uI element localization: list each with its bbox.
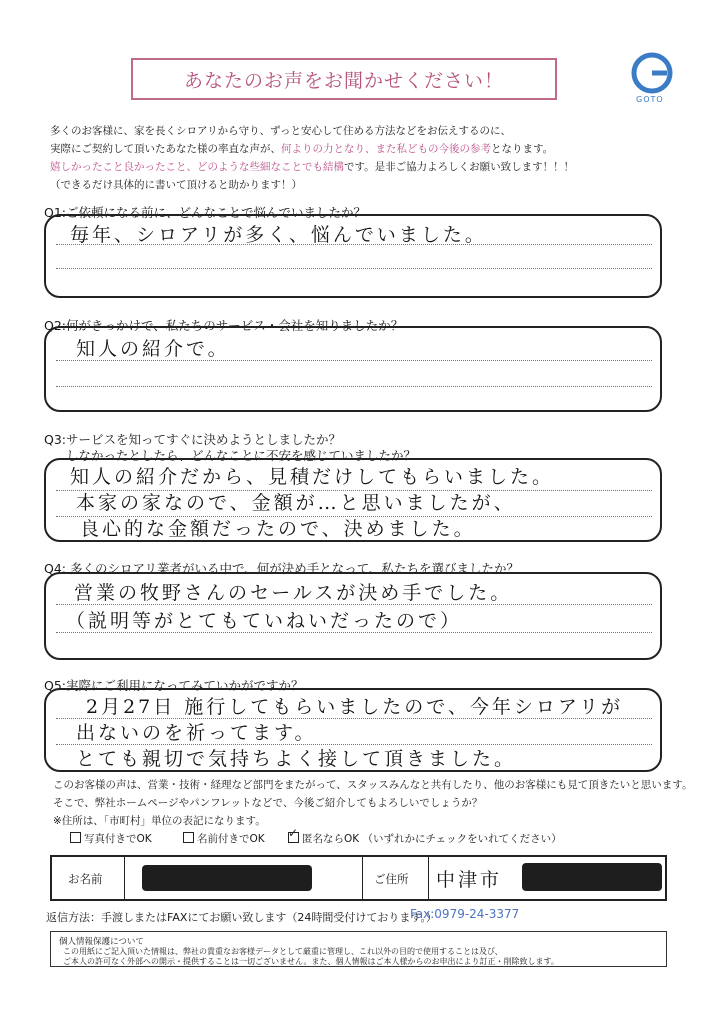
note-line-3: ※住所は、「市町村」単位の表記になります。 bbox=[53, 815, 266, 827]
q3-answer-box[interactable] bbox=[44, 458, 662, 542]
page-title: あなたのお声をお聞かせください！ bbox=[183, 69, 504, 92]
q3-label: Q3:サービスを知ってすぐに決めようとしましたか？ bbox=[44, 432, 342, 447]
address-redacted bbox=[522, 863, 662, 891]
q1-answer-line-1: 毎年、シロアリが多く、悩んでいました。 bbox=[70, 224, 487, 246]
consent-anonymous-checkbox[interactable] bbox=[288, 831, 562, 846]
privacy-line-1: この用紙にご記入頂いた情報は、弊社の貴重なお客様データとして厳重に管理し、これ以外の目的で使用することは及び、 bbox=[63, 947, 503, 956]
consent-name-checkbox[interactable] bbox=[183, 831, 265, 846]
note-line-1: このお客様の声は、営業・技術・経理など部門をまたがって、スタッスみんなと共有したり、他のお客様にも見て頂きたいと思います。 bbox=[53, 779, 693, 791]
consent-name-label: 名前付きでOK bbox=[197, 833, 265, 845]
q5-answer-line-3: とても親切で気持ちよく接して頂きました。 bbox=[76, 748, 517, 770]
privacy-title: 個人情報保護について bbox=[59, 937, 144, 947]
logo-text: GOTO bbox=[636, 95, 664, 104]
q3-answer-line-2: 本家の家なので、金額が…と思いましたが、 bbox=[76, 492, 516, 514]
q4-answer-box[interactable] bbox=[44, 572, 662, 660]
q1-answer-box[interactable] bbox=[44, 214, 662, 298]
consent-photo-checkbox[interactable] bbox=[70, 831, 152, 846]
privacy-box bbox=[50, 931, 667, 967]
q5-answer-line-2: 出ないのを祈ってます。 bbox=[76, 722, 317, 744]
q4-label: Q4: 多くのシロアリ業者がいる中で、何が決め手となって、私たちを選びましたか？ bbox=[44, 561, 519, 576]
intro-line-3-highlight: 嬉しかったこと良かったこと、どのような些細なことでも結構 bbox=[50, 161, 344, 173]
goto-logo-icon bbox=[631, 52, 673, 100]
q5-answer-line-1: 2月27日 施行してもらいましたので、今年シロアリが bbox=[86, 696, 624, 718]
divider bbox=[428, 857, 429, 899]
address-value[interactable]: 中津市 bbox=[436, 869, 503, 891]
q5-label: Q5:実際にご利用になってみていかがですか？ bbox=[44, 678, 304, 693]
divider bbox=[124, 857, 125, 899]
name-address-table bbox=[50, 855, 667, 901]
ruled-line bbox=[56, 268, 652, 269]
consent-photo-label: 写真付きでOK bbox=[84, 833, 152, 845]
q3-answer-line-3: 良心的な金額だったので、決めました。 bbox=[80, 518, 476, 540]
intro-line-2-highlight: 何よりの力となり、また私どもの今後の参考 bbox=[281, 143, 491, 155]
q2-answer-line-1: 知人の紹介で。 bbox=[76, 338, 230, 360]
reply-method-text: 返信方法：手渡しまたはFAXにてお願い致します（24時間受付けております。） bbox=[46, 911, 437, 924]
intro-line-4: （できるだけ具体的に書いて頂けると助かります！） bbox=[50, 179, 302, 191]
intro-line-2-c: となります。 bbox=[491, 143, 554, 155]
ruled-line bbox=[56, 386, 652, 387]
q3-answer-line-1: 知人の紹介だから、見積だけしてもらいました。 bbox=[70, 466, 555, 488]
q5-answer-box[interactable] bbox=[44, 688, 662, 772]
privacy-line-2: ご本人の許可なく外部への開示・提供することは一切ございません。また、個人情報はご本人様からのお申出により訂正・削除致します。 bbox=[63, 957, 559, 966]
intro-line-3 bbox=[50, 159, 574, 174]
note-line-2: そこで、弊社ホームページやパンフレットなどで、今後ご紹介してもよろしいでしょうか？ bbox=[53, 797, 483, 809]
q4-answer-line-1: 営業の牧野さんのセールスが決め手でした。 bbox=[74, 582, 513, 604]
fax-number: Fax:0979-24-3377 bbox=[410, 907, 520, 921]
name-label: お名前 bbox=[68, 872, 103, 886]
consent-anonymous-label: 匿名ならOK bbox=[302, 833, 360, 845]
name-redacted[interactable] bbox=[142, 865, 312, 891]
intro-line-3-b: です。是非ご協力よろしくお願い致します！！！ bbox=[344, 161, 575, 173]
checkbox-icon bbox=[183, 832, 194, 843]
checkbox-icon bbox=[70, 832, 81, 843]
intro-line-1: 多くのお客様に、家を長くシロアリから守り、ずっと安心して住める方法などをお伝えするのに、 bbox=[50, 125, 511, 137]
checkbox-checked-icon bbox=[288, 832, 299, 843]
q4-answer-line-2: （説明等がとてもていねいだったので） bbox=[66, 610, 463, 632]
reply-method bbox=[46, 909, 437, 925]
q3-label-2: しなかったとしたら、どんなことに不安を感じていましたか？ bbox=[66, 448, 417, 463]
page-title-box bbox=[131, 58, 557, 100]
q2-label: Q2:何がきっかけで、私たちのサービス・会社を知りましたか？ bbox=[44, 318, 404, 333]
intro-line-2-a: 実際にご契約して頂いたあなた様の率直な声が、 bbox=[50, 143, 281, 155]
consent-hint: （いずれかにチェックをいれてください） bbox=[362, 833, 562, 845]
q1-label: Q1:ご依頼になる前に、どんなことで悩んでいましたか？ bbox=[44, 205, 367, 220]
address-label: ご住所 bbox=[374, 872, 409, 886]
intro-line-2 bbox=[50, 141, 553, 156]
divider bbox=[362, 857, 363, 899]
q2-answer-box[interactable] bbox=[44, 326, 662, 412]
